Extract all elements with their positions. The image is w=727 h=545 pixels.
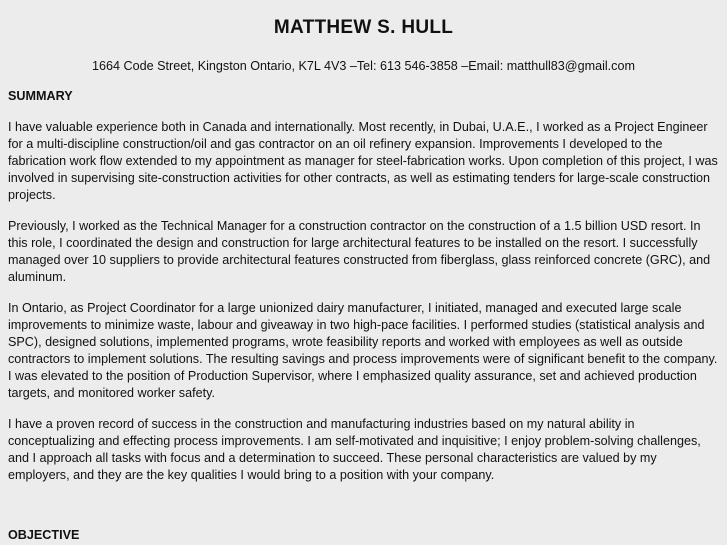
summary-heading: SUMMARY [8, 89, 73, 103]
objective-heading: OBJECTIVE [8, 528, 80, 542]
summary-paragraph-2: Previously, I worked as the Technical Manager for a construction contractor on the construction of a 1.5 billion USD resort. In this role, I coordinated the design and construction for large architectural features to be installed on the resort. I successfully managed over 10 suppliers to provide architectural features constructed from fiberglass, glass reinforced concrete (GRC), and aluminum. [8, 219, 711, 284]
summary-paragraph-4: I have a proven record of success in the construction and manufacturing industries based on my natural ability in conceptualizing and effecting process improvements. I am self-motivated and inquisitive; I enjoy problem-solving challenges, and I approach all tasks with focus and a determination to succeed. These personal characteristics are valued by my employers, and they are the key qualities I would bring to a position with your company. [8, 417, 701, 482]
contact-info: 1664 Code Street, Kingston Ontario, K7L 4V3 –Tel: 613 546-3858 –Email: matthull83@gmail.com [92, 59, 635, 73]
candidate-name: MATTHEW S. HULL [273, 17, 454, 38]
summary-paragraph-1: I have valuable experience both in Canada and internationally. Most recently, in Dubai, U.A.E., I worked as a Project Engineer for a multi-discipline construction/oil and gas contractor on an oil refinery expansion. Improvements I developed to the fabrication work flow extended to my appointment as manager for steel-fabrication works. Upon completion of this project, I was involved in supervising site-construction activities for other contracts, as well as estimating tenders for large-scale construction projects. [8, 120, 718, 202]
summary-paragraph-3: In Ontario, as Project Coordinator for a large unionized dairy manufacturer, I initiated, managed and executed large scale improvements to minimize waste, labour and giveaway in two high-pace facilities. I performed studies (statistical analysis and SPC), designed solutions, implemented programs, wrote feasibility reports and worked with employees as well as outside contractors to implement solutions. The resulting savings and process improvements were of significant benefit to the company. I was elevated to the position of Production Supervisor, where I emphasized quality assurance, set and achieved production targets, and monitored worker safety. [8, 301, 718, 400]
